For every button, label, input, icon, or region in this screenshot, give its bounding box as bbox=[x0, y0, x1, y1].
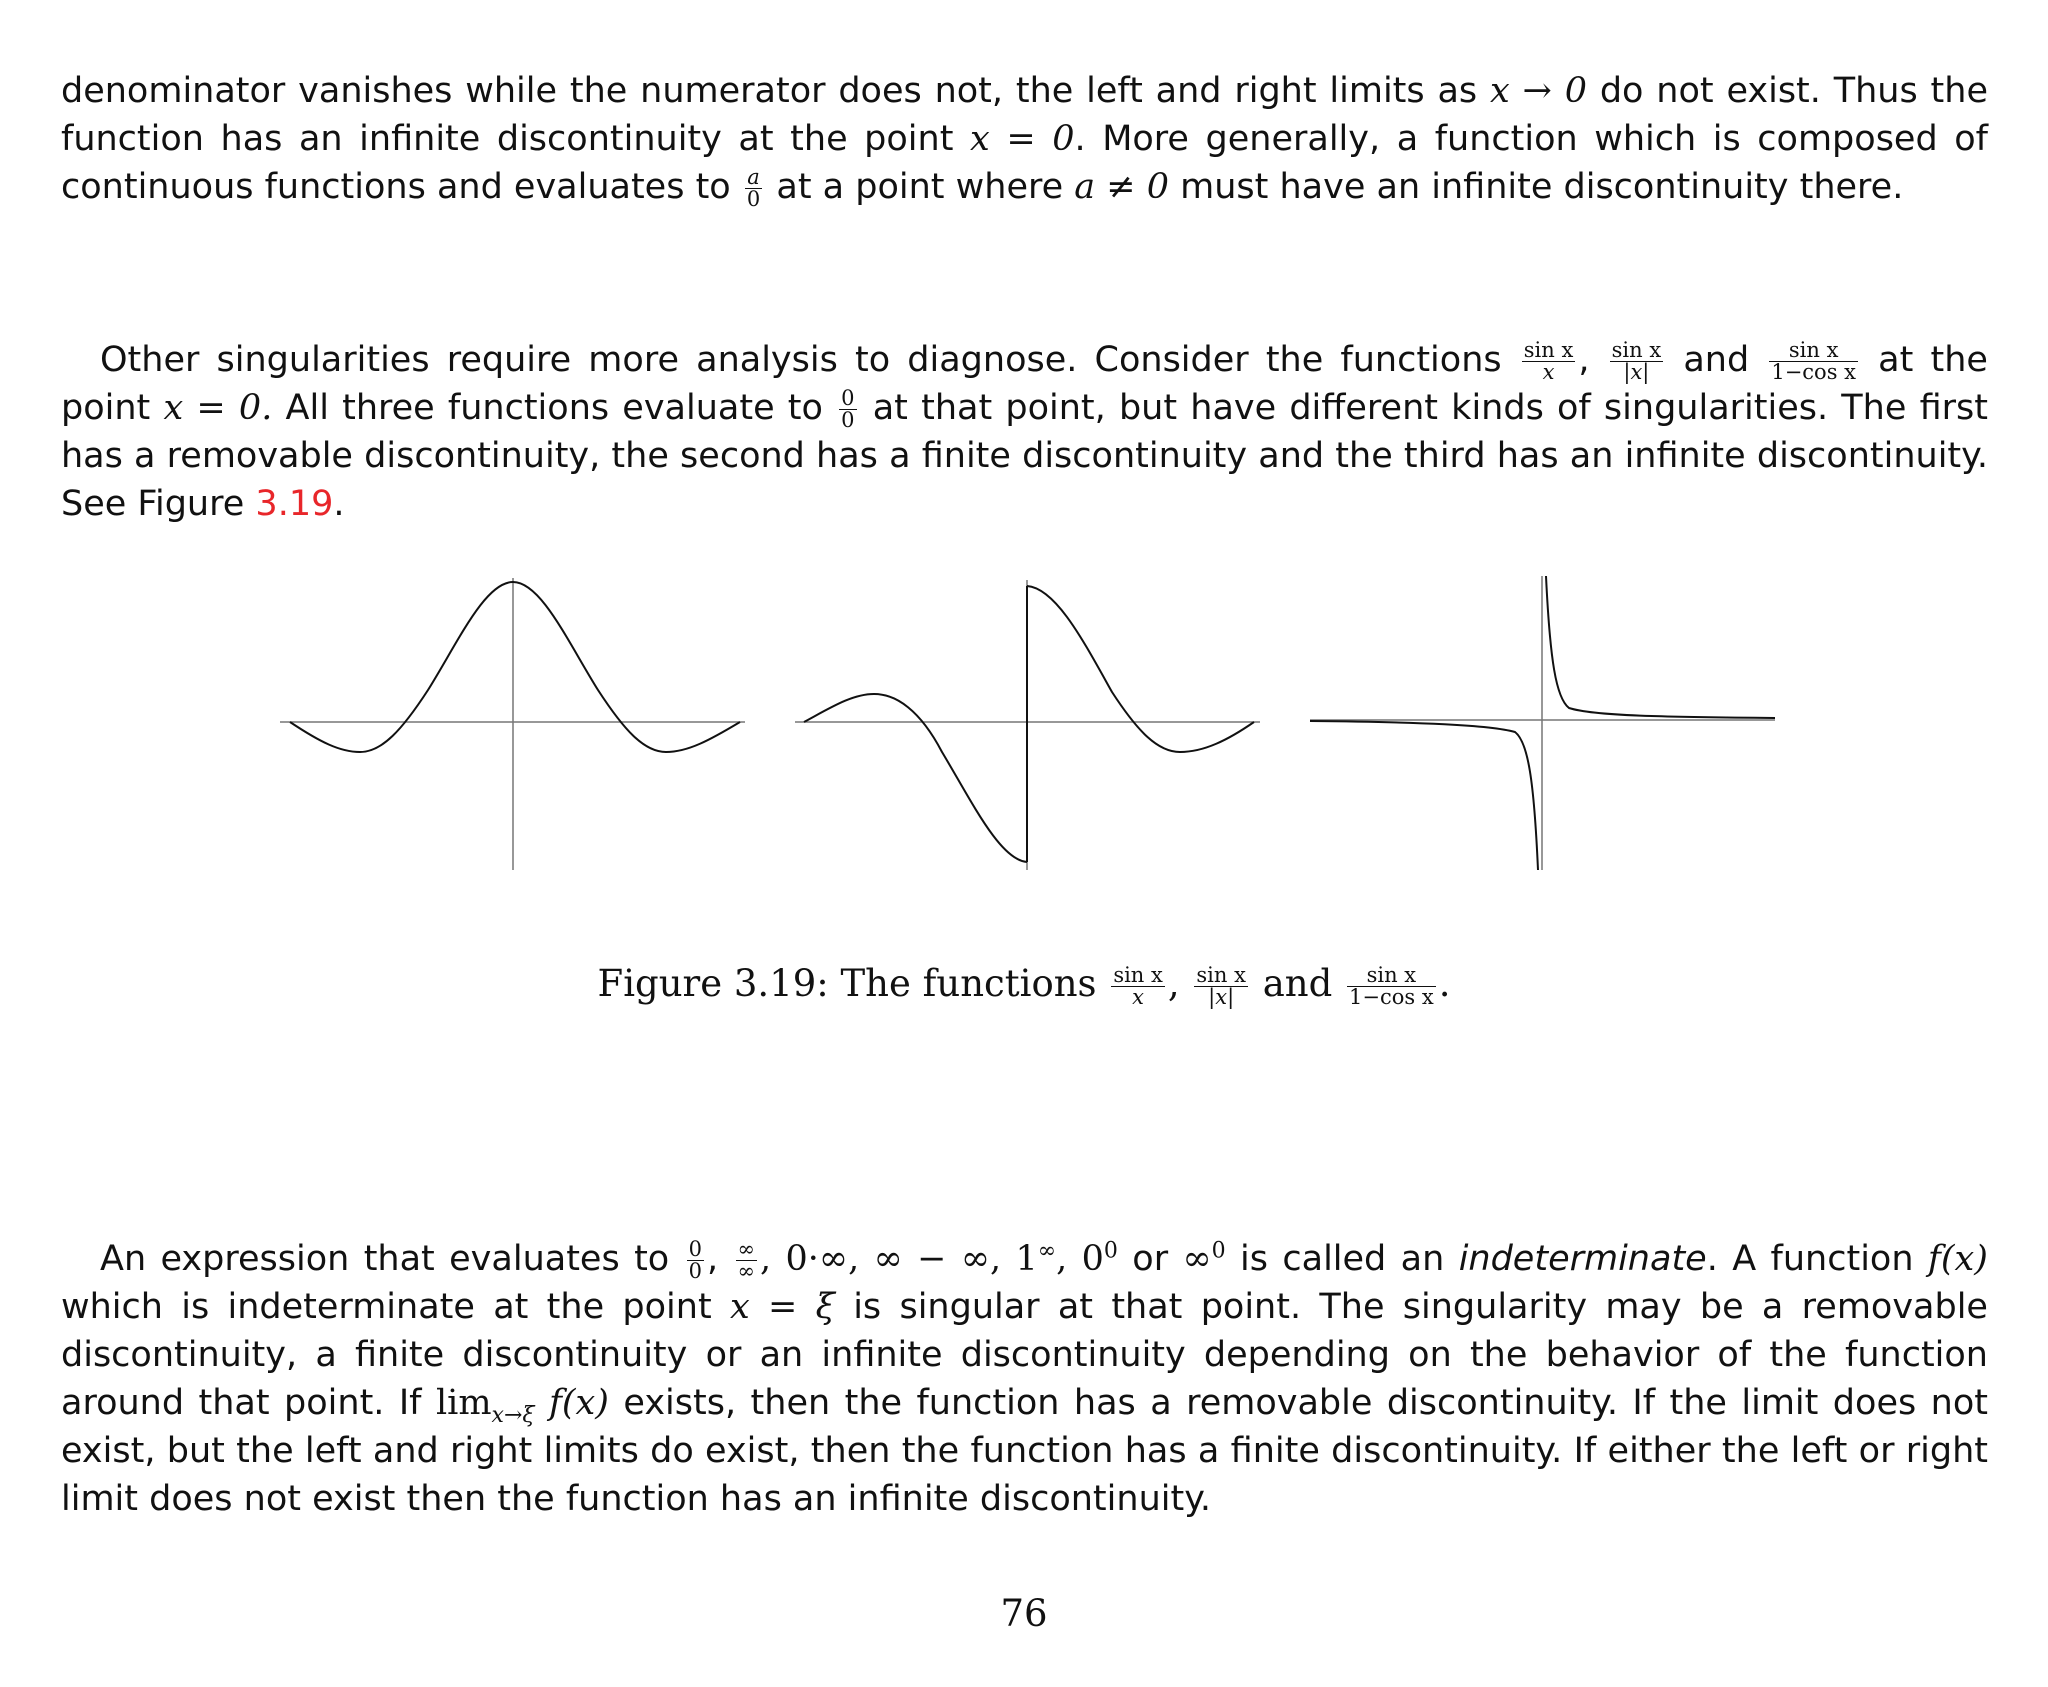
indeterminate-term: indeterminate bbox=[1458, 1239, 1707, 1279]
caption-fraction-2: $\frac{\text{sin x}}{|x|}$ bbox=[1196, 963, 1246, 1009]
page-number: 76 bbox=[1000, 1592, 1048, 1635]
fraction-sinx-over-x: $\frac{\text{sin x}}{x}$ bbox=[1523, 337, 1574, 384]
paragraph-3: An expression that evaluates to $\frac{0}{0}$ , $\frac{\infty}{\infty}$ , 0·∞, ∞ − ∞, 1∞, $0^0$ or ∞$^0$ is called an indeterminate. A function f(x) which is indeterminate at the point x = ξ is singular at that point. The singularity may be a removable discontinuity, a finite discontinuity or an infinite discontinuity depending on the behavior of the function around that point. If $\lim_{x\to\xi} f(x)$ exists, then the function has a removable discontinuity. If the limit does not exist, but the left and right limits do exist, then the function has a finite discontinuity. If either the left or right limit does not exist then the function has an infinite discontinuity. bbox=[61, 1236, 1988, 1519]
plot1-curve bbox=[290, 582, 740, 752]
fraction-inf-over-inf: $\frac{\infty}{\infty}$ bbox=[737, 1236, 756, 1283]
caption-fraction-1: $\frac{\text{sin x}}{x}$ bbox=[1113, 963, 1163, 1009]
fraction-a-over-0: $\frac{a}{0}$ bbox=[746, 164, 761, 211]
paragraph-2: Other singularities require more analysis to diagnose. Consider the functions $\frac{\text{sin x}}{x}$ , $\frac{\text{sin x}}{|x|}$ and $\frac{\text{sin x}}{\text{1−cos x}}$ at the point x = 0. All three functions evaluate to $\frac{0}{0}$ at that point, but have different kinds of singularities. The first has a removable discontinuity, the second has a finite discontinuity and the third has an infinite discontinuity. See Figure 3.19. bbox=[61, 337, 1988, 524]
plot-sinx-over-1-minus-cosx bbox=[1310, 576, 1775, 870]
figure-reference-link[interactable]: 3.19 bbox=[255, 484, 334, 524]
paragraph-1: denominator vanishes while the numerator does not, the left and right limits as x → 0 do not exist. Thus the function has an infinite discontinuity at the point x = 0. More generally, a function which is composed of continuous functions and evaluates to $\frac{a}{0}$ at a point where a ≠ 0 must have an infinite discontinuity there. bbox=[61, 71, 1988, 211]
plot2-curve-right bbox=[1027, 586, 1254, 752]
figure-caption: Figure 3.19: The functions $\frac{\text{sin x}}{x}$ , $\frac{\text{sin x}}{|x|}$ and $\frac{\text{sin x}}{\text{1−cos x}}$ . bbox=[597, 962, 1451, 1009]
fraction-sinx-over-absx: $\frac{\text{sin x}}{|x|}$ bbox=[1611, 337, 1662, 384]
fraction-0-over-0: $\frac{0}{0}$ bbox=[841, 385, 855, 432]
plot-sinx-over-absx bbox=[795, 580, 1260, 870]
fraction-zero-over-zero: $\frac{0}{0}$ bbox=[688, 1236, 702, 1283]
caption-fraction-3: $\frac{\text{sin x}}{\text{1−cos x}}$ bbox=[1349, 963, 1434, 1009]
plot-sinx-over-x bbox=[280, 578, 745, 870]
plot2-curve-left bbox=[804, 694, 1027, 862]
figure-plots bbox=[270, 570, 1780, 885]
plot3-curve-left bbox=[1310, 721, 1538, 870]
plot3-curve-right bbox=[1546, 576, 1775, 718]
fraction-sinx-over-1-minus-cosx: $\frac{\text{sin x}}{\text{1−cos x}}$ bbox=[1771, 337, 1856, 384]
